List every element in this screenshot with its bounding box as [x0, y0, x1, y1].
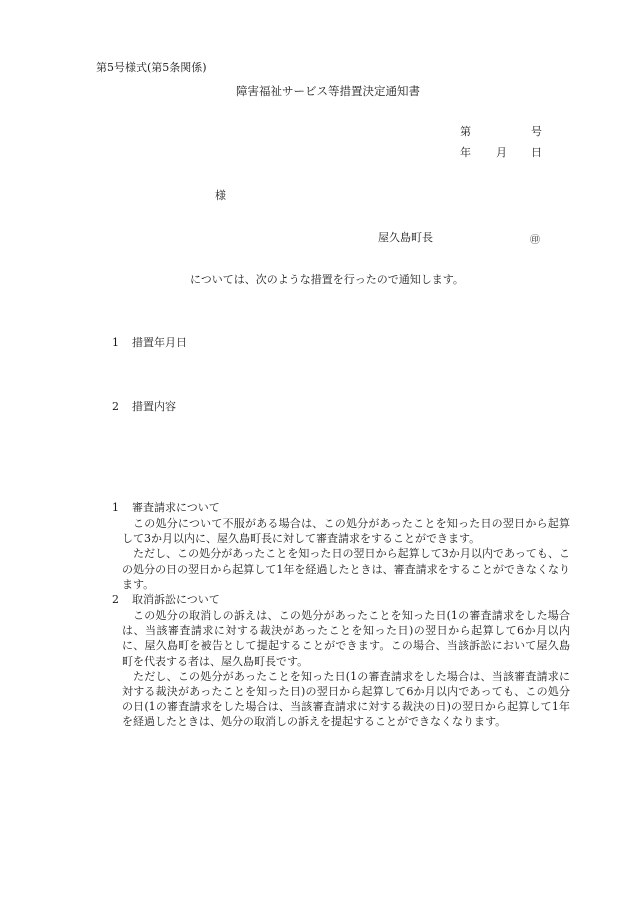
notes-section-heading: 審査請求について [132, 501, 220, 514]
item-number: 2 [112, 400, 119, 413]
notes-section-body [122, 516, 570, 592]
addressee-suffix: 様 [215, 189, 226, 202]
notes-section-number: 1 [112, 501, 119, 514]
notes-paragraph: ただし、この処分があったことを知った日(1の審査請求をした場合は、当該審査請求に対する裁決があったことを知った日)の翌日から起算して6か月以内であっても、この処分の日(1の審査請求をした場合は、当該審査請求に対する裁決の日)の翌日から起算して1年を経過したときは、処分の取消しの訴えを提起することができなくなります。 [122, 669, 570, 729]
item-number: 1 [112, 336, 119, 349]
item-label-content: 措置内容 [132, 400, 176, 413]
page-title: 障害福祉サービス等措置決定通知書 [236, 84, 420, 98]
notes-section-body [122, 608, 570, 730]
number-prefix: 第 [460, 125, 471, 138]
date-day: 日 [531, 146, 542, 159]
form-label: 第5号様式(第5条関係) [96, 61, 207, 74]
notes-section-number: 2 [112, 593, 119, 606]
date-month: 月 [496, 146, 507, 159]
item-label-date: 措置年月日 [132, 336, 187, 349]
number-suffix: 号 [531, 125, 542, 138]
issuer: 屋久島町長 [378, 231, 433, 244]
notes-paragraph: この処分の取消しの訴えは、この処分があったことを知った日(1の審査請求をした場合は、当該審査請求に対する裁決があったことを知った日)の翌日から起算して6か月以内に、屋久島町を被告として提起することができます。この場合、当該訴訟において屋久島町を代表する者は、屋久島町長です。 [122, 609, 570, 668]
notes-paragraph: この処分について不服がある場合は、この処分があったことを知った日の翌日から起算して3か月以内に、屋久島町長に対して審査請求をすることができます。 [122, 517, 570, 546]
intro-text: については、次のような措置を行ったので通知します。 [190, 273, 464, 286]
seal-mark: ㊞ [530, 235, 540, 246]
notes-paragraph: ただし、この処分があったことを知った日の翌日から起算して3か月以内であっても、この処分の日の翌日から起算して1年を経過したときは、審査請求をすることができなくなります。 [122, 547, 570, 591]
notes-section-heading: 取消訴訟について [132, 593, 220, 606]
date-year: 年 [460, 146, 471, 159]
